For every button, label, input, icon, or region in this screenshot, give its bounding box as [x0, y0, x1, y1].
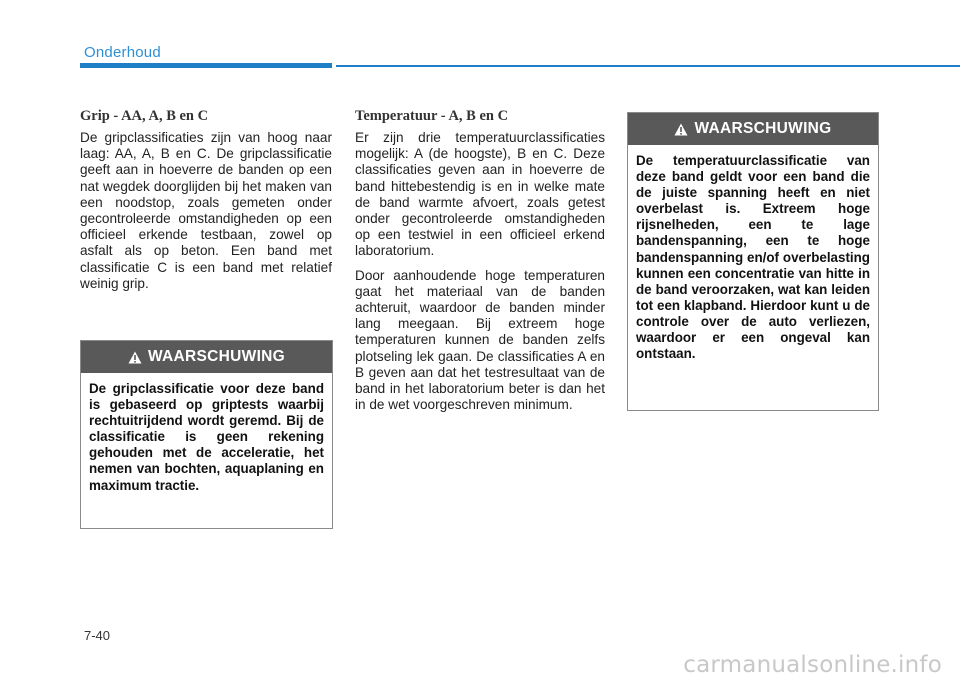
temperature-heading: Temperatuur - A, B en C	[355, 108, 509, 124]
warning-text: De gripclassificatie voor deze band is gebaseerd op griptests waarbij rechtuitrijdend wordt geremd. Bij de classificatie is geen rekening gehouden met de acceleratie, het nemen van bochten, aquaplaning en maximum tractie.	[89, 381, 324, 493]
grip-paragraph: De gripclassificaties zijn van hoog naar laag: AA, A, B en C. De gripclassificatie geeft aan in hoeverre de banden op een nat wegdek doorglijden bij het maken van een noodstop, zoals gemeten onder gecontroleerde omstandigheden op een officieel erkende testbaan, zowel op asfalt als op beton. Een band met classificatie C is een band met relatief weinig grip.	[80, 130, 332, 291]
warning-title: WAARSCHUWING	[694, 120, 832, 137]
temperature-column	[355, 108, 605, 421]
header-rule-thick	[80, 63, 332, 68]
section-title: Onderhoud	[84, 44, 161, 61]
grip-heading: Grip - AA, A, B en C	[80, 108, 209, 124]
warning-box-grip	[80, 340, 333, 529]
grip-column	[80, 108, 332, 300]
warning-header	[628, 113, 878, 145]
warning-triangle-icon	[128, 351, 142, 364]
warning-box-temperature	[627, 112, 879, 411]
watermark: carmanualsonline.info	[683, 652, 942, 678]
header-rule-thin	[336, 65, 960, 67]
warning-text: De temperatuurclassificatie van deze band geldt voor een band die de juiste spanning heeft en niet overbelast is. Extreem hoge rijsnelheden, een te lage bandenspanning, een te hoge bandenspanning en/of overbelasting kunnen een concentratie van hitte in de band veroorzaken, wat kan leiden tot een klapband. Hierdoor kunt u de controle over de auto verliezen, waardoor er een ongeval kan ontstaan.	[636, 153, 870, 362]
warning-triangle-icon	[674, 123, 688, 136]
page-number: 7-40	[84, 628, 111, 643]
temperature-paragraph-1: Er zijn drie temperatuurclassificaties mogelijk: A (de hoogste), B en C. Deze classificaties geven aan in hoeverre de band hittebestendig is en in welke mate de band warmte afvoert, zoals getest onder gecontroleerde omstandigheden op een testwiel in een officieel erkend laboratorium.	[355, 130, 605, 259]
warning-header	[81, 341, 332, 373]
temperature-paragraph-2: Door aanhoudende hoge temperaturen gaat het materiaal van de banden achteruit, waardoor de banden minder lang meegaan. Bij extreem hoge temperaturen kunnen de banden zelfs plotseling lek gaan. De classificaties A en B geven aan dat het testresultaat van de band in het laboratorium beter is dan het in de wet voorgeschreven minimum.	[355, 267, 605, 413]
warning-title: WAARSCHUWING	[147, 348, 286, 365]
